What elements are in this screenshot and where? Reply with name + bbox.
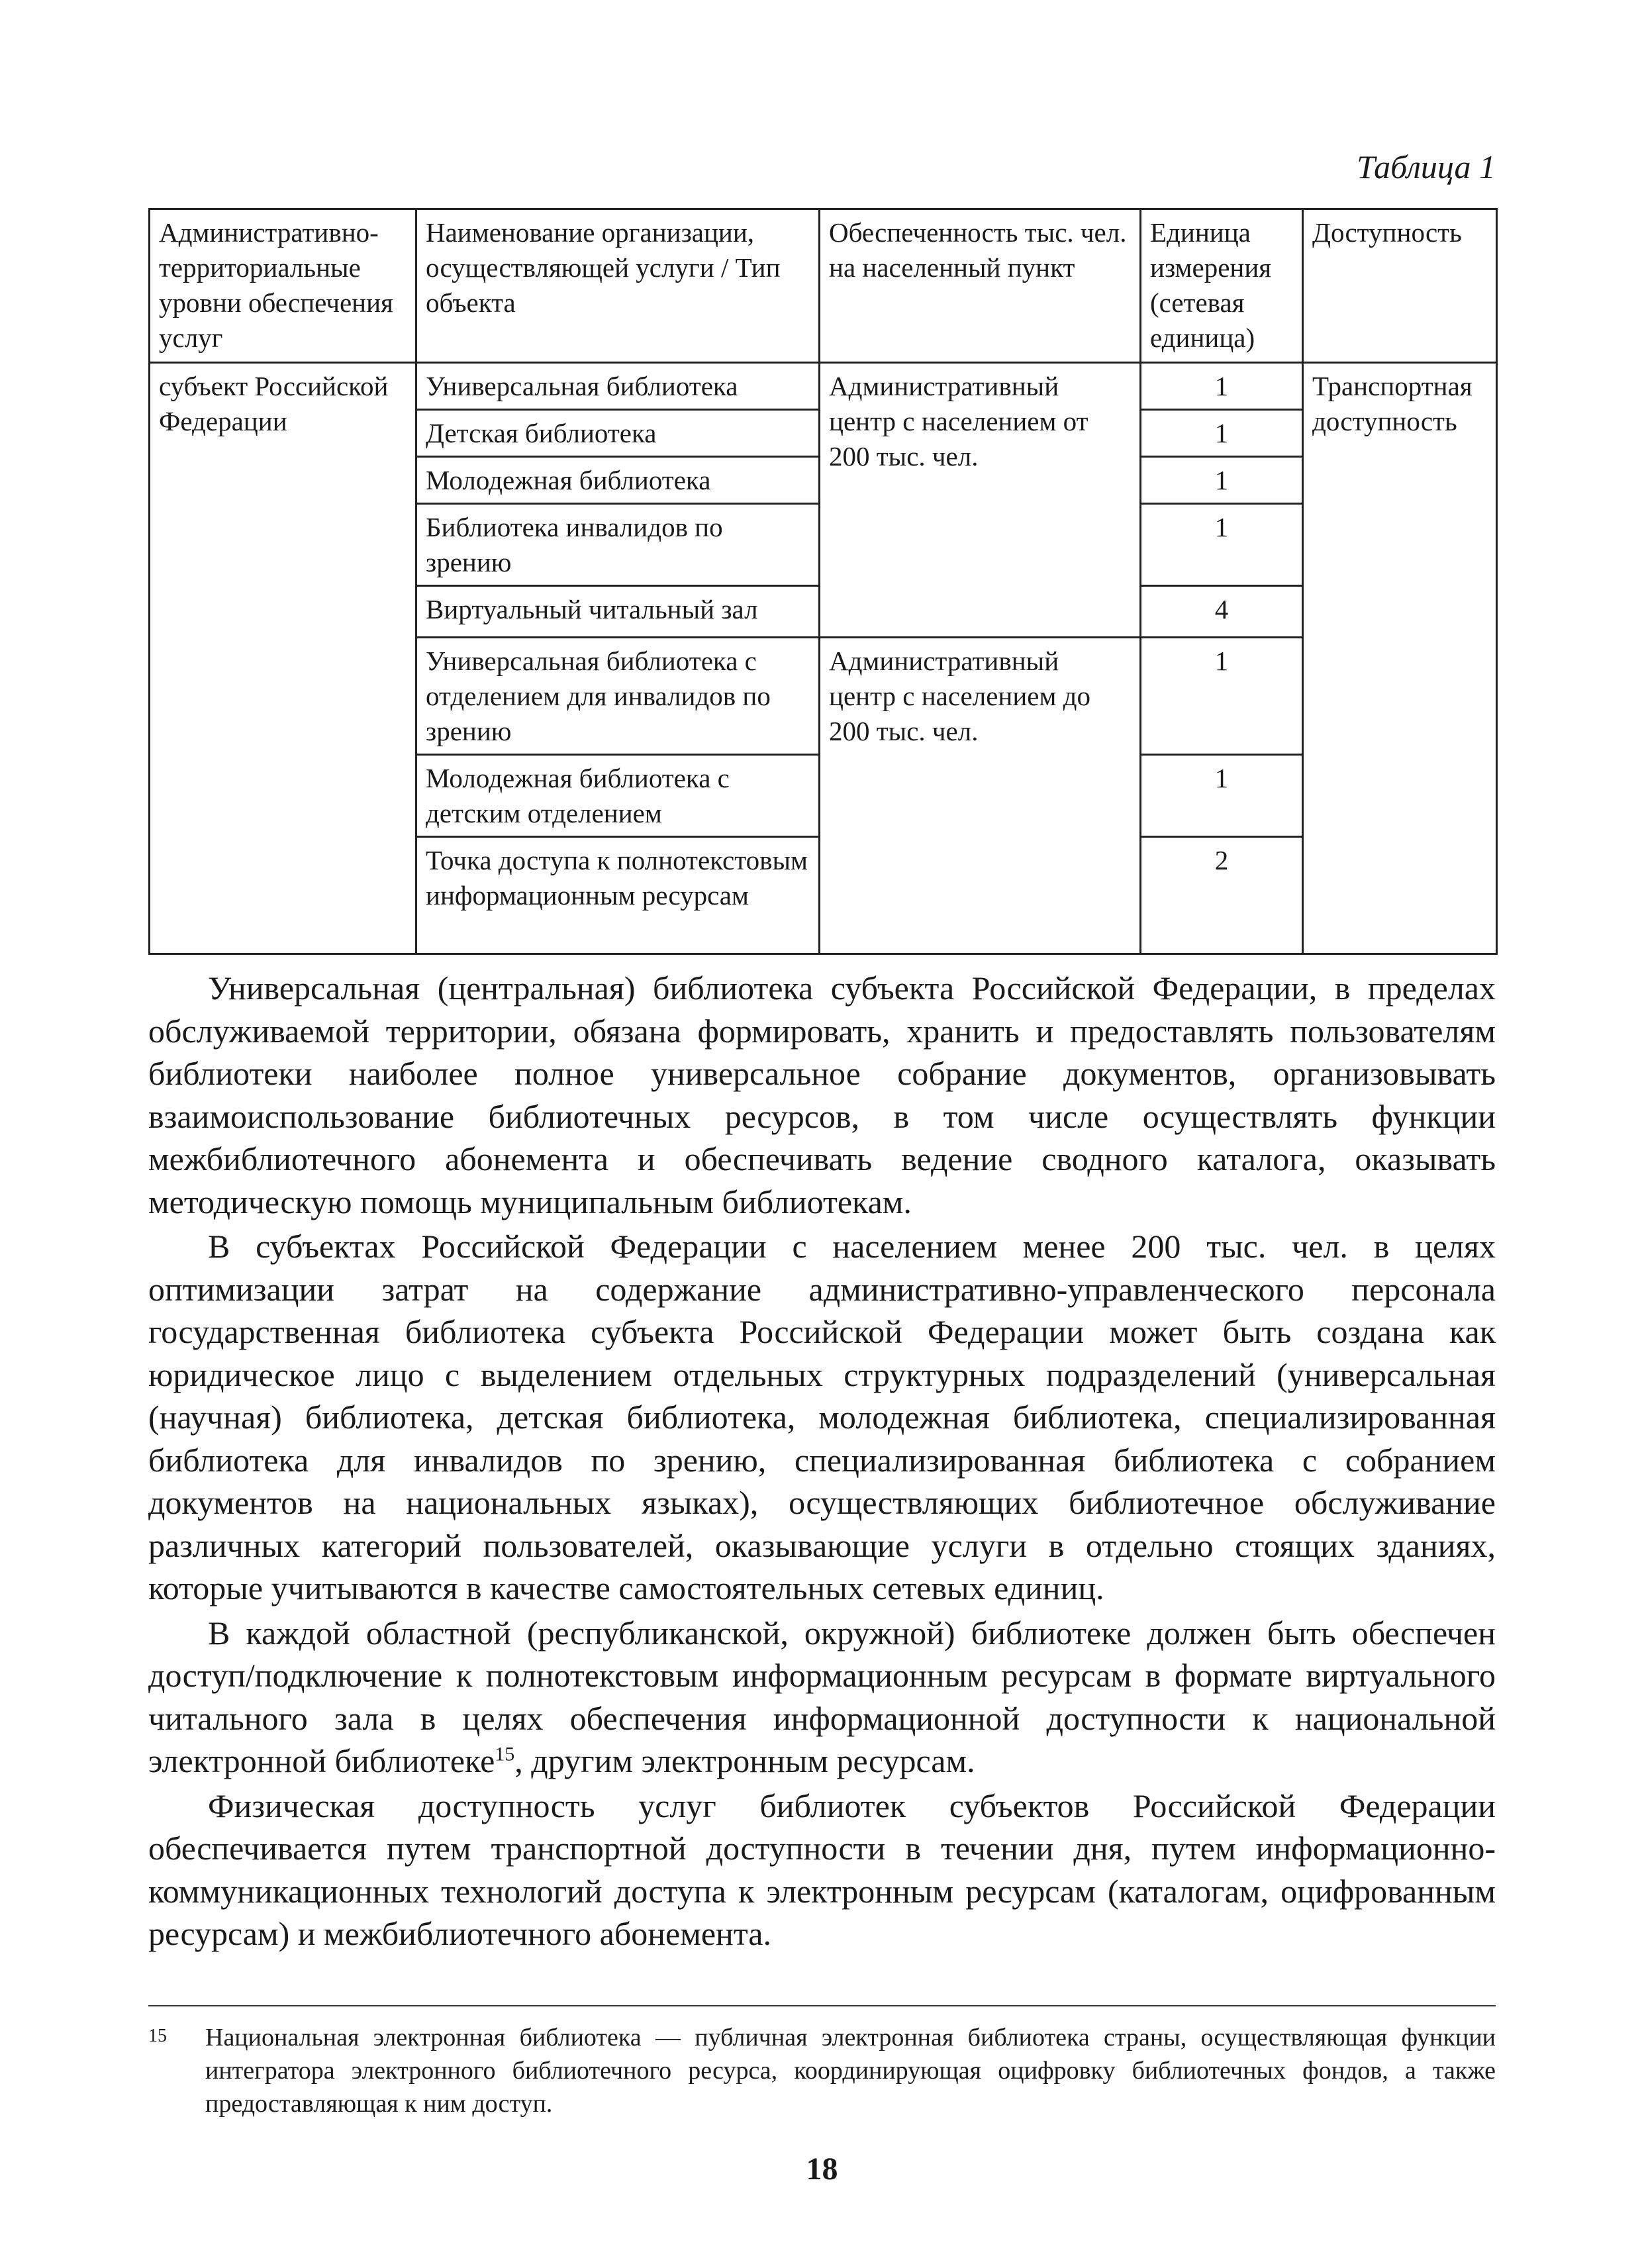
paragraph-text: В каждой областной (республиканской, окружной) библиотеке должен быть обеспечен доступ/подключение к полнотекстовым информационным ресурсам в формате виртуального читального зала в целях обеспечения информационной доступности к национальной электронной библиотеке — [148, 1614, 1496, 1779]
paragraph — [148, 1612, 1496, 1783]
paragraph-text: , другим электронным ресурсам. — [514, 1742, 975, 1779]
unit-cell: 1 — [1141, 504, 1303, 586]
header-cell-availability: Доступность — [1303, 209, 1497, 363]
organization-cell: Библиотека инвалидов по зрению — [416, 504, 820, 586]
footnote-text: Национальная электронная библиотека — публичная электронная библиотека страны, осуществляющая функции интегратора электронного библиотечного ресурса, координирующая оцифровку библиотечных фондов, а также предоставляющая к ним доступ. — [205, 2024, 1496, 2118]
paragraph: Универсальная (центральная) библиотека субъекта Российской Федерации, в пределах обслуживаемой территории, обязана формировать, хранить и предоставлять пользователям библиотеки наиболее полное универсальное собрание документов, организовывать взаимоиспользование библиотечных ресурсов, в том числе осуществлять функции межбиблиотечного абонемента и обеспечивать ведение сводного каталога, оказывать методическую помощь муниципальным библиотекам. — [148, 969, 1496, 1220]
organization-cell: Универсальная библиотека с отделением для инвалидов по зрению — [416, 638, 820, 755]
provision-cell: Административный центр с населением до 200 тыс. чел. — [820, 638, 1141, 954]
organization-cell: Универсальная библиотека — [416, 363, 820, 410]
organization-cell: Виртуальный читальный зал — [416, 586, 820, 638]
organization-cell: Молодежная библиотека с детским отделением — [416, 755, 820, 837]
unit-cell: 4 — [1141, 586, 1303, 638]
unit-cell: 1 — [1141, 755, 1303, 837]
header-cell-provision: Обеспеченность тыс. чел. на населенный пункт — [820, 209, 1141, 363]
provision-cell: Административный центр с населением от 200 тыс. чел. — [820, 363, 1141, 638]
unit-cell: 1 — [1141, 363, 1303, 410]
unit-cell: 1 — [1141, 410, 1303, 457]
table-caption: Таблица 1 — [1357, 148, 1496, 185]
level-cell: субъект Российской Федерации — [150, 363, 416, 954]
provision-table — [148, 208, 1498, 955]
organization-cell: Молодежная библиотека — [416, 457, 820, 504]
unit-cell: 2 — [1141, 837, 1303, 954]
footnote-number: 15 — [148, 2026, 167, 2046]
organization-cell: Точка доступа к полнотекстовым информационным ресурсам — [416, 837, 820, 954]
table-row — [150, 363, 1497, 410]
footnote-divider — [148, 2005, 1496, 2006]
header-cell-unit: Единица измерения (сетевая единица) — [1141, 209, 1303, 363]
page-number: 18 — [806, 2151, 838, 2187]
footnote — [148, 2021, 1496, 2120]
header-cell-organization: Наименование организации, осуществляющей услуги / Тип объекта — [416, 209, 820, 363]
paragraph: Физическая доступность услуг библиотек субъектов Российской Федерации обеспечивается путем транспортной доступности в течении дня, путем информационно-коммуникационных технологий доступа к электронным ресурсам (каталогам, оцифрованным ресурсам) и межбиблиотечного абонемента. — [148, 1787, 1496, 1952]
paragraph: В субъектах Российской Федерации с населением менее 200 тыс. чел. в целях оптимизации затрат на содержание административно-управленческого персонала государственная библиотека субъекта Российской Федерации может быть создана как юридическое лицо с выделением отдельных структурных подразделений (универсальная (научная) библиотека, детская библиотека, молодежная библиотека, специализированная библиотека для инвалидов по зрению, специализированная библиотека с собранием документов на национальных языках), осуществляющих библиотечное обслуживание различных категорий пользователей, оказывающие услуги в отдельно стоящих зданиях, которые учитываются в качестве самостоятельных сетевых единиц. — [148, 1228, 1496, 1606]
table-header-row — [150, 209, 1497, 363]
unit-cell: 1 — [1141, 457, 1303, 504]
body-text — [148, 967, 1496, 1957]
unit-cell: 1 — [1141, 638, 1303, 755]
header-cell-level: Административно-территориальные уровни обеспечения услуг — [150, 209, 416, 363]
organization-cell: Детская библиотека — [416, 410, 820, 457]
availability-cell: Транспортная доступность — [1303, 363, 1497, 954]
footnote-reference[interactable]: 15 — [495, 1743, 515, 1765]
